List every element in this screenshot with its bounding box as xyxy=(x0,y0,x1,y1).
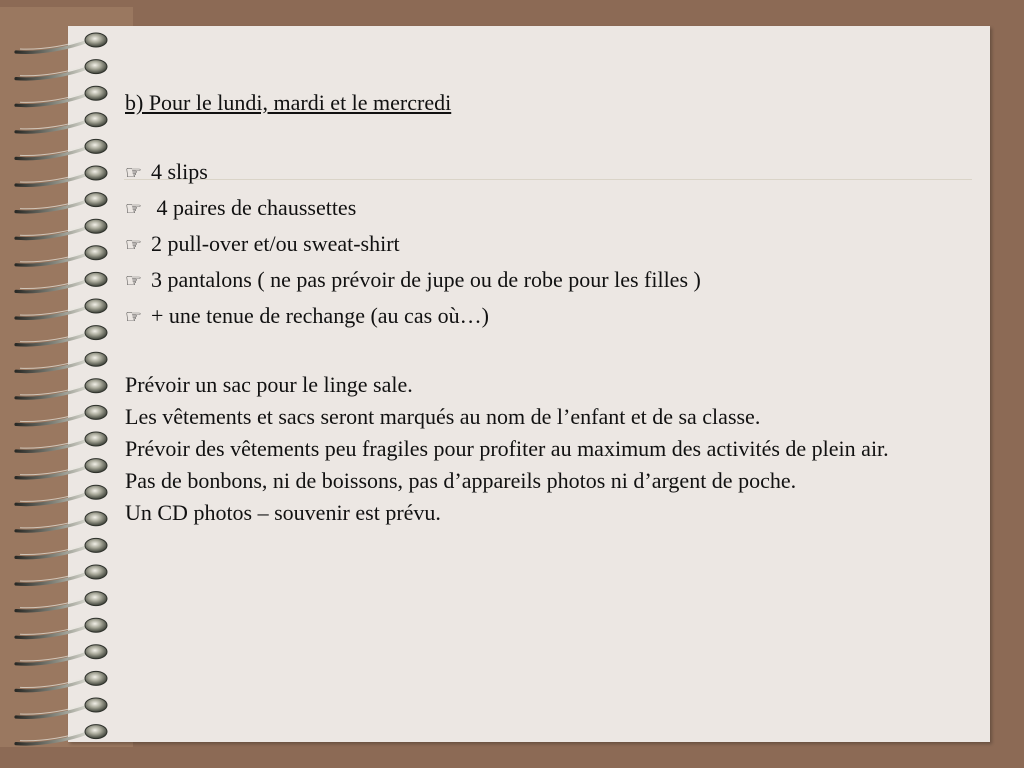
spiral-ring xyxy=(16,405,107,424)
pointing-hand-icon: ☞ xyxy=(125,307,143,328)
main-content xyxy=(125,86,975,529)
spiral-ring xyxy=(16,698,107,717)
spiral-ring xyxy=(16,113,107,132)
paragraph: Les vêtements et sacs seront marqués au nom de l’enfant et de sa classe. xyxy=(125,404,761,429)
pointing-hand-icon: ☞ xyxy=(125,271,143,292)
list-item-text: 4 paires de chaussettes xyxy=(151,195,357,220)
list-item xyxy=(125,191,975,227)
spiral-ring xyxy=(16,86,107,105)
list-item xyxy=(125,155,975,191)
spiral-ring xyxy=(16,60,107,79)
spiral-ring xyxy=(16,139,107,158)
spiral-ring xyxy=(16,246,107,265)
pointing-hand-icon: ☞ xyxy=(125,199,143,220)
spiral-ring xyxy=(16,33,107,52)
section-heading: b) Pour le lundi, mardi et le mercredi xyxy=(125,90,452,115)
spiral-ring xyxy=(16,352,107,371)
spiral-ring xyxy=(16,565,107,584)
spiral-ring xyxy=(16,592,107,611)
list-item-text: + une tenue de rechange (au cas où…) xyxy=(151,303,489,328)
spiral-ring xyxy=(16,671,107,690)
spiral-ring xyxy=(16,379,107,398)
paragraph: Prévoir des vêtements peu fragiles pour profiter au maximum des activités de plein air. xyxy=(125,436,889,461)
pointing-hand-icon: ☞ xyxy=(125,163,143,184)
spiral-ring xyxy=(16,725,107,744)
paragraph: Prévoir un sac pour le linge sale. xyxy=(125,372,413,397)
spiral-ring xyxy=(16,326,107,345)
spiral-binding xyxy=(0,0,120,768)
spiral-ring xyxy=(16,219,107,238)
list-item xyxy=(125,299,975,335)
list-item-text: 3 pantalons ( ne pas prévoir de jupe ou de robe pour les filles ) xyxy=(151,267,701,292)
list-item-text: 2 pull-over et/ou sweat-shirt xyxy=(151,231,400,256)
spiral-ring xyxy=(16,193,107,212)
spiral-ring xyxy=(16,459,107,478)
list-item-text: 4 slips xyxy=(151,159,208,184)
spiral-ring xyxy=(16,272,107,291)
spiral-ring xyxy=(16,618,107,637)
spiral-ring xyxy=(16,299,107,318)
paragraph: Pas de bonbons, ni de boissons, pas d’appareils photos ni d’argent de poche. xyxy=(125,468,797,493)
spiral-ring xyxy=(16,432,107,451)
spiral-ring xyxy=(16,166,107,185)
spiral-rings xyxy=(16,33,107,744)
spiral-ring xyxy=(16,512,107,531)
spiral-ring xyxy=(16,485,107,504)
spiral-ring xyxy=(16,538,107,557)
list-item xyxy=(125,263,975,299)
list-item xyxy=(125,227,975,263)
pointing-hand-icon: ☞ xyxy=(125,235,143,256)
paragraph: Un CD photos – souvenir est prévu. xyxy=(125,500,441,525)
spiral-ring xyxy=(16,645,107,664)
